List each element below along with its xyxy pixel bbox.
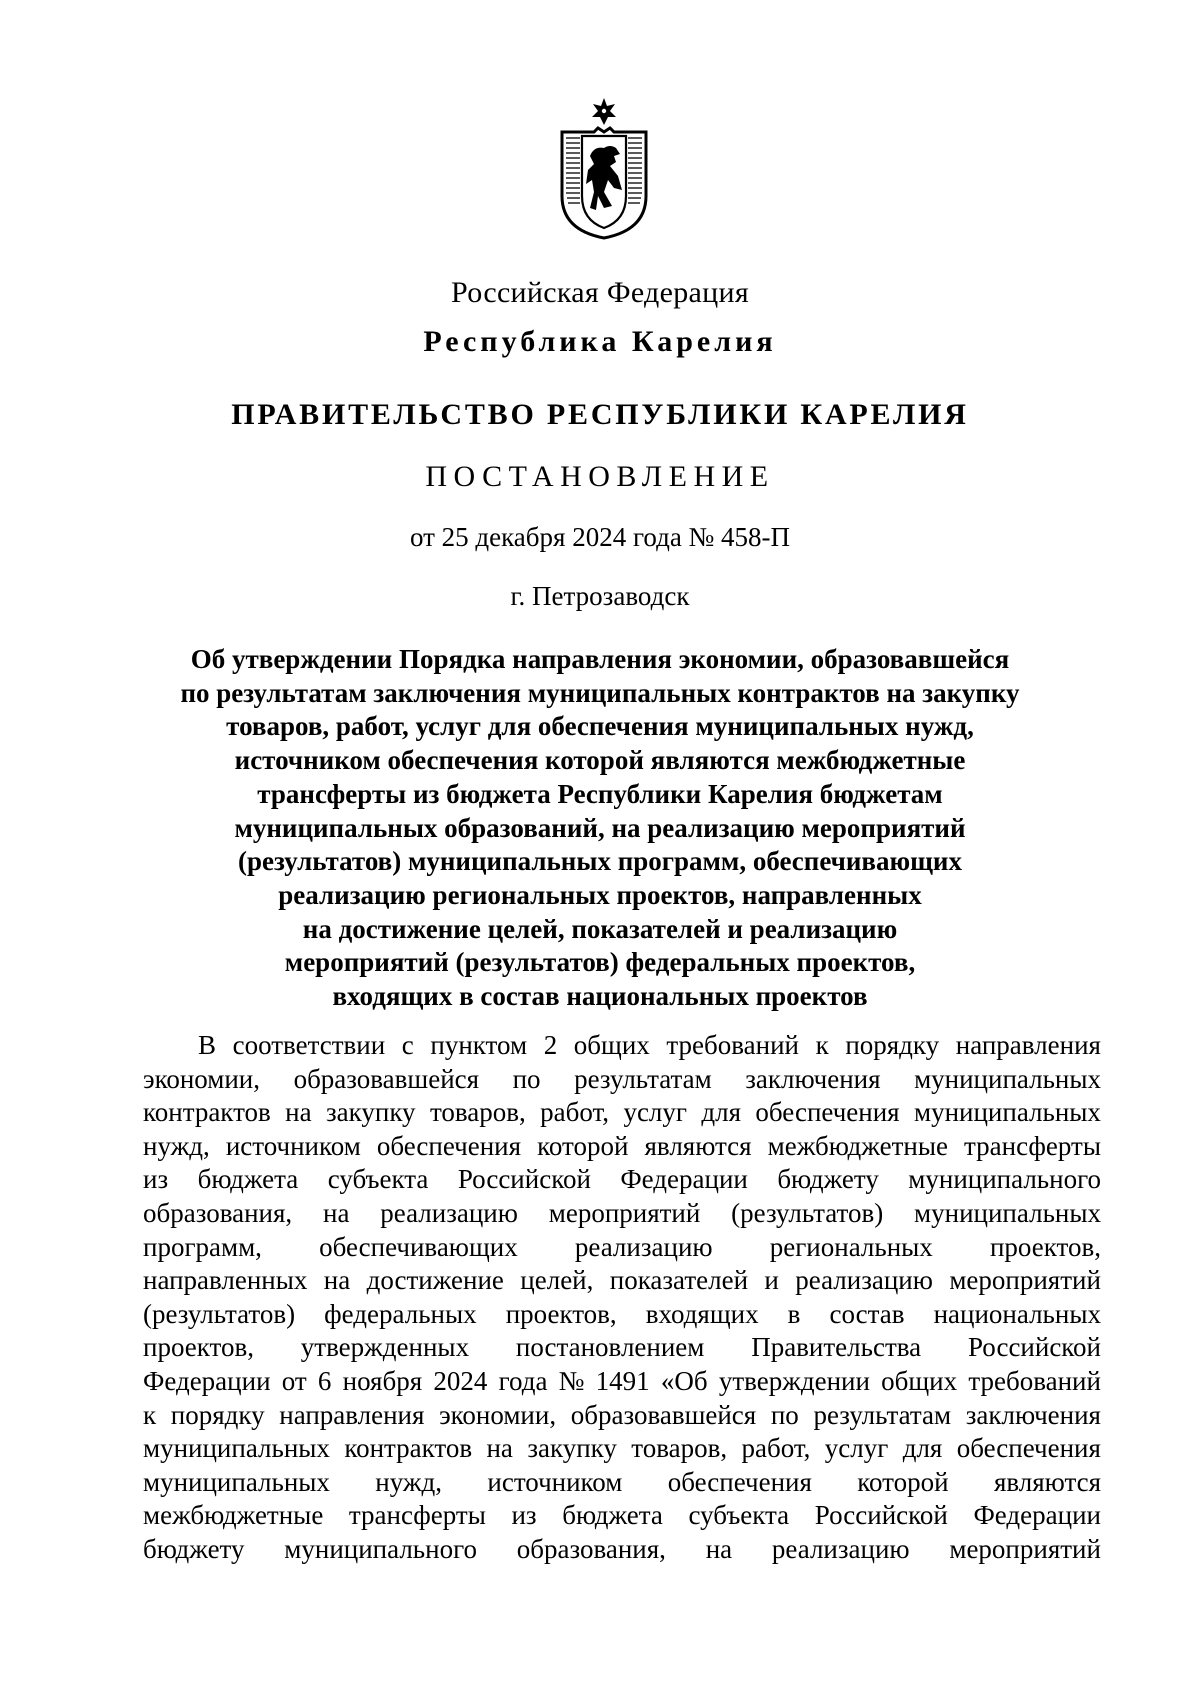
body-word: работ,: [741, 1433, 811, 1464]
body-word: образования,: [143, 1197, 293, 1228]
title-line: товаров, работ, услуг для обеспечения муниципальных нужд,: [226, 711, 974, 742]
body-word: обеспечивающих: [319, 1231, 518, 1262]
body-word: контрактов: [143, 1097, 271, 1128]
body-word: муниципальных: [914, 1063, 1101, 1094]
body-word: по: [770, 1399, 799, 1430]
body-line: [143, 1130, 1101, 1164]
body-word: из: [143, 1164, 169, 1195]
body-word: услуг: [824, 1433, 889, 1464]
body-line: [143, 1466, 1101, 1500]
body-word: и: [764, 1265, 779, 1296]
body-line: [143, 1163, 1101, 1197]
body-word: мероприятий: [548, 1197, 701, 1228]
body-word: 2: [543, 1030, 558, 1060]
body-word: соответствии: [232, 1030, 386, 1060]
body-line: [143, 1197, 1101, 1231]
body-word: экономии,: [143, 1063, 261, 1094]
body-word: муниципальных: [914, 1197, 1101, 1228]
body-word: для: [902, 1433, 943, 1464]
body-word: порядку: [170, 1399, 265, 1430]
body-word: трансферты: [964, 1130, 1101, 1161]
body-word: трансферты: [348, 1500, 486, 1531]
body-word: образовавшейся: [570, 1399, 757, 1430]
body-word: региональных: [769, 1231, 933, 1262]
body-word: которой: [537, 1130, 629, 1161]
body-word: обеспечения: [376, 1130, 522, 1161]
body-line: [143, 1063, 1101, 1097]
body-word: №: [558, 1365, 585, 1396]
body-word: Федерации: [620, 1164, 748, 1195]
body-word: закупку: [325, 1097, 416, 1128]
body-word: В: [198, 1030, 217, 1060]
body-word: состав: [829, 1298, 905, 1329]
body-word: межбюджетные: [767, 1130, 948, 1161]
body-word: федеральных: [324, 1298, 477, 1329]
body-word: в: [787, 1298, 801, 1329]
body-word: источником: [225, 1130, 361, 1161]
body-word: общих: [573, 1030, 650, 1060]
body-word: субъекта: [688, 1500, 790, 1531]
body-word: результатам: [813, 1399, 952, 1430]
body-line: [143, 1499, 1101, 1533]
body-word: товаров,: [429, 1097, 526, 1128]
body-line: [143, 1231, 1101, 1265]
body-word: порядку: [845, 1030, 940, 1060]
body-word: года: [498, 1365, 548, 1396]
body-word: на: [323, 1265, 351, 1296]
body-word: с: [401, 1030, 414, 1060]
body-word: экономии,: [439, 1399, 557, 1430]
title-line: трансферты из бюджета Республики Карелия бюджетам: [257, 778, 943, 809]
body-word: целей,: [520, 1265, 594, 1296]
body-word: проектов,: [505, 1298, 617, 1329]
body-word: товаров,: [631, 1433, 728, 1464]
body-word: источником: [487, 1466, 623, 1497]
body-word: программ,: [143, 1231, 262, 1262]
body-word: Правительства: [751, 1332, 922, 1363]
karelia-coat-of-arms-icon: [556, 96, 652, 240]
body-line: [143, 1533, 1101, 1567]
title-line: источником обеспечения которой являются межбюджетные: [234, 745, 966, 776]
body-word: реализацию: [574, 1231, 713, 1262]
body-word: заключения: [965, 1399, 1101, 1430]
body-word: (результатов): [143, 1298, 296, 1329]
body-line: [143, 1029, 1101, 1063]
body-word: к: [143, 1399, 157, 1430]
body-word: направления: [955, 1030, 1101, 1060]
body-word: требований: [968, 1365, 1101, 1396]
body-word: из: [511, 1500, 537, 1531]
title-line: муниципальных образований, на реализацию мероприятий: [234, 812, 966, 843]
body-word: реализацию: [380, 1197, 518, 1228]
body-word: заключения: [745, 1063, 881, 1094]
body-word: реализацию: [771, 1533, 910, 1564]
body-word: услуг: [623, 1097, 687, 1128]
body-word: Федерации: [973, 1500, 1101, 1531]
body-word: мероприятий: [949, 1533, 1101, 1564]
body-word: муниципальных: [913, 1097, 1101, 1128]
body-word: требований: [666, 1030, 799, 1060]
body-word: (результатов): [731, 1197, 884, 1228]
body-word: закупку: [527, 1433, 617, 1464]
body-line: [143, 1096, 1101, 1130]
title-line: реализацию региональных проектов, направленных: [278, 879, 922, 910]
body-word: бюджета: [197, 1164, 299, 1195]
body-word: от: [281, 1365, 307, 1396]
body-word: Федерации: [143, 1365, 271, 1396]
title-line: мероприятий (результатов) федеральных проектов,: [284, 947, 916, 978]
body-word: 2024: [433, 1365, 488, 1396]
body-word: муниципальных: [143, 1433, 330, 1464]
body-word: субъекта: [327, 1164, 429, 1195]
government-name: ПРАВИТЕЛЬСТВО РЕСПУБЛИКИ КАРЕЛИЯ: [231, 398, 969, 431]
body-word: мероприятий: [949, 1265, 1101, 1296]
body-line: [143, 1331, 1101, 1365]
body-line: [143, 1365, 1101, 1399]
document-city: г. Петрозаводск: [510, 581, 690, 611]
title-line: Об утверждении Порядка направления экономии, образовавшейся: [190, 644, 1010, 674]
body-word: муниципальных: [143, 1466, 330, 1497]
body-line: [143, 1432, 1101, 1466]
body-word: Российской: [814, 1500, 948, 1531]
body-word: входящих: [645, 1298, 759, 1329]
body-word: направления: [279, 1399, 425, 1430]
body-word: работ,: [540, 1097, 610, 1128]
body-word: достижение: [366, 1265, 504, 1296]
body-word: утверждении: [718, 1365, 870, 1396]
body-word: Российской: [457, 1164, 591, 1195]
body-word: на: [705, 1533, 733, 1564]
title-line: входящих в состав национальных проектов: [332, 981, 868, 1012]
body-word: направленных: [143, 1265, 308, 1296]
body-line: [143, 1264, 1101, 1298]
body-word: на: [285, 1097, 312, 1128]
body-word: муниципального: [284, 1533, 477, 1564]
body-word: реализацию: [795, 1265, 933, 1296]
body-word: бюджету: [777, 1164, 879, 1195]
republic-name: Республика Карелия: [423, 325, 777, 358]
body-word: обеспечения: [755, 1097, 900, 1128]
body-word: 6: [317, 1365, 332, 1396]
body-word: пунктом: [430, 1030, 528, 1060]
body-word: к: [815, 1030, 829, 1060]
title-line: на достижение целей, показателей и реализацию: [302, 913, 898, 944]
body-word: на: [323, 1197, 350, 1228]
body-word: муниципального: [908, 1164, 1101, 1195]
body-word: образования,: [516, 1533, 666, 1564]
body-word: являются: [644, 1130, 752, 1161]
body-word: бюджета: [562, 1500, 663, 1531]
body-word: общих: [881, 1365, 958, 1396]
body-word: контрактов: [344, 1433, 473, 1464]
title-line: (результатов) муниципальных программ, обеспечивающих: [238, 846, 962, 877]
body-word: образовавшейся: [293, 1063, 480, 1094]
body-word: которой: [857, 1466, 949, 1497]
body-word: утвержденных: [300, 1332, 470, 1363]
body-word: для: [701, 1097, 742, 1128]
document-type: ПОСТАНОВЛЕНИЕ: [425, 460, 775, 493]
country-name: Российская Федерация: [451, 276, 749, 309]
body-word: бюджету: [143, 1533, 245, 1564]
body-word: нужд,: [375, 1466, 443, 1497]
body-word: постановлением: [515, 1332, 705, 1363]
body-word: являются: [993, 1466, 1101, 1497]
body-word: на: [486, 1433, 513, 1464]
body-word: 1491: [595, 1365, 650, 1396]
body-word: показателей: [609, 1265, 749, 1296]
body-line: [143, 1298, 1101, 1332]
title-line: по результатам заключения муниципальных контрактов на закупку: [180, 677, 1020, 708]
body-line: [143, 1399, 1101, 1433]
body-word: обеспечения: [667, 1466, 812, 1497]
body-word: межбюджетные: [143, 1500, 324, 1531]
body-word: нужд,: [143, 1130, 210, 1161]
body-word: «Об: [660, 1365, 708, 1396]
body-word: ноября: [342, 1365, 423, 1396]
body-word: обеспечения: [956, 1433, 1101, 1464]
body-word: по: [512, 1063, 541, 1094]
body-word: национальных: [933, 1298, 1101, 1329]
document-body: [143, 1029, 1101, 1567]
document-date-number: от 25 декабря 2024 года № 458-П: [409, 522, 791, 552]
body-word: проектов,: [143, 1332, 254, 1363]
body-word: проектов,: [989, 1231, 1101, 1262]
document-title: [0, 643, 1200, 1014]
body-word: результатам: [574, 1063, 712, 1094]
body-word: Российской: [967, 1332, 1101, 1363]
